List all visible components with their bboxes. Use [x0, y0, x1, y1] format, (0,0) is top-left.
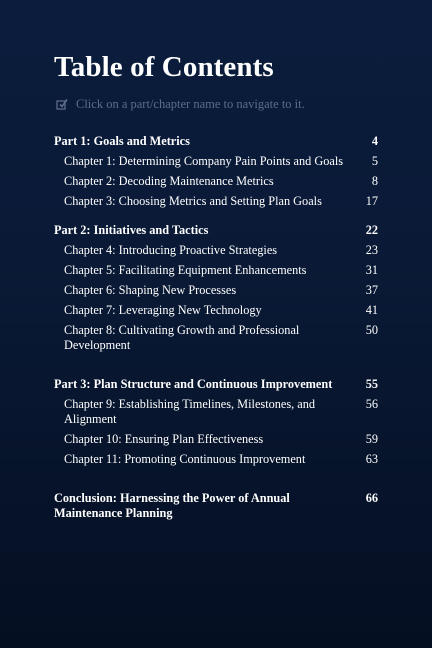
part-page-number: 4 — [371, 134, 378, 148]
toc-part-2[interactable] — [54, 223, 378, 238]
chapter-label: Chapter 3: Choosing Metrics and Setting Plan Goals — [64, 194, 322, 208]
toc-chapter-1[interactable] — [54, 154, 378, 169]
chapter-page-number: 17 — [365, 194, 378, 208]
chapter-label: Chapter 10: Ensuring Plan Effectiveness — [64, 432, 264, 446]
toc-chapter-7[interactable] — [54, 303, 378, 318]
chapter-label: Chapter 9: Establishing Timelines, Milestones, and Alignment — [64, 397, 316, 426]
chapter-label: Chapter 2: Decoding Maintenance Metrics — [64, 174, 274, 188]
chapter-page-number: 63 — [365, 452, 378, 466]
chapter-page-number: 31 — [365, 263, 378, 277]
toc-chapter-9[interactable] — [54, 397, 378, 427]
part-label: Conclusion: Harnessing the Power of Annual Maintenance Planning — [54, 491, 290, 520]
toc-list — [54, 134, 378, 521]
edit-checkbox-icon — [56, 98, 68, 110]
toc-chapter-8[interactable] — [54, 323, 378, 353]
chapter-label: Chapter 11: Promoting Continuous Improvement — [64, 452, 306, 466]
toc-page — [54, 50, 378, 535]
chapter-label: Chapter 4: Introducing Proactive Strategies — [64, 243, 278, 257]
toc-chapter-10[interactable] — [54, 432, 378, 447]
chapter-page-number: 41 — [365, 303, 378, 317]
navigation-hint — [54, 96, 378, 112]
chapter-label: Chapter 5: Facilitating Equipment Enhancements — [64, 263, 307, 277]
toc-part-group — [54, 377, 378, 467]
chapter-label: Chapter 8: Cultivating Growth and Professional Development — [64, 323, 300, 352]
chapter-label: Chapter 6: Shaping New Processes — [64, 283, 237, 297]
chapter-page-number: 56 — [365, 397, 378, 411]
chapter-page-number: 8 — [371, 174, 378, 188]
hint-text: Click on a part/chapter name to navigate to it. — [76, 97, 305, 111]
page-title: Table of Contents — [54, 51, 274, 83]
chapter-page-number: 23 — [365, 243, 378, 257]
toc-chapter-5[interactable] — [54, 263, 378, 278]
toc-conclusion[interactable] — [54, 491, 378, 521]
chapter-page-number: 50 — [365, 323, 378, 337]
toc-part-group — [54, 491, 378, 521]
part-page-number: 66 — [365, 491, 378, 505]
part-page-number: 55 — [365, 377, 378, 391]
toc-part-group — [54, 134, 378, 209]
toc-part-3[interactable] — [54, 377, 378, 392]
chapter-page-number: 37 — [365, 283, 378, 297]
toc-part-1[interactable] — [54, 134, 378, 149]
chapter-label: Chapter 7: Leveraging New Technology — [64, 303, 262, 317]
part-page-number: 22 — [365, 223, 378, 237]
part-label: Part 2: Initiatives and Tactics — [54, 223, 209, 237]
toc-chapter-11[interactable] — [54, 452, 378, 467]
chapter-page-number: 5 — [371, 154, 378, 168]
toc-chapter-3[interactable] — [54, 194, 378, 209]
toc-chapter-2[interactable] — [54, 174, 378, 189]
part-label: Part 3: Plan Structure and Continuous Improvement — [54, 377, 333, 391]
toc-chapter-6[interactable] — [54, 283, 378, 298]
chapter-label: Chapter 1: Determining Company Pain Points and Goals — [64, 154, 344, 168]
toc-part-group — [54, 223, 378, 353]
chapter-page-number: 59 — [365, 432, 378, 446]
toc-chapter-4[interactable] — [54, 243, 378, 258]
part-label: Part 1: Goals and Metrics — [54, 134, 190, 148]
